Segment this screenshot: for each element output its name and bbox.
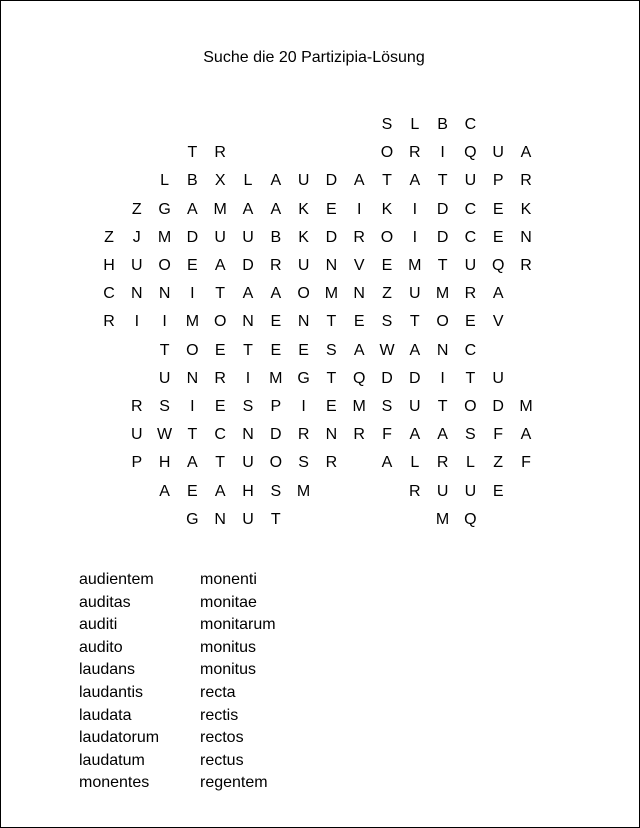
grid-letter: A <box>159 482 170 500</box>
grid-letter: U <box>242 510 254 528</box>
word-list-item: rectos <box>200 729 244 747</box>
grid-letter: U <box>436 482 449 500</box>
grid-letter: N <box>131 285 143 303</box>
grid-letter: Q <box>464 510 477 528</box>
grid-letter: K <box>520 200 532 218</box>
grid-letter: A <box>520 426 532 444</box>
grid-letter: E <box>353 313 365 331</box>
grid-letter: I <box>190 398 195 415</box>
grid-letter: S <box>242 398 254 415</box>
grid-letter: U <box>464 172 477 190</box>
grid-letter: T <box>159 341 170 359</box>
grid-letter: U <box>242 454 254 472</box>
grid-letter: S <box>270 482 282 500</box>
grid-letter: N <box>520 228 532 246</box>
grid-letter: O <box>269 454 283 472</box>
grid-letter: N <box>325 426 338 444</box>
grid-letter: A <box>270 172 282 190</box>
grid-letter: Z <box>131 200 142 218</box>
grid-letter: U <box>131 426 143 444</box>
grid-letter: R <box>270 257 282 274</box>
grid-letter: I <box>440 144 445 162</box>
grid-letter: T <box>270 510 281 528</box>
grid-letter: I <box>245 369 251 387</box>
grid-letter: K <box>298 228 309 246</box>
grid-letter: T <box>215 454 226 472</box>
grid-letter: I <box>134 313 140 331</box>
grid-letter: M <box>324 285 339 303</box>
grid-letter: C <box>214 426 226 444</box>
grid-letter: T <box>437 172 448 190</box>
word-list-item: recta <box>200 683 236 701</box>
grid-letter: O <box>158 257 171 274</box>
grid-letter: O <box>464 398 477 415</box>
grid-letter: L <box>160 172 170 190</box>
grid-letter: B <box>187 172 198 190</box>
grid-letter: S <box>298 454 309 472</box>
grid-letter: S <box>381 398 393 415</box>
grid-letter: B <box>270 228 282 246</box>
grid-letter: A <box>242 285 254 303</box>
word-list-item: monitus <box>200 638 257 656</box>
grid-letter: G <box>297 369 310 387</box>
grid-letter: M <box>352 398 366 415</box>
grid-letter: K <box>381 200 393 218</box>
grid-letter: P <box>131 454 143 472</box>
grid-letter: R <box>297 426 310 444</box>
grid-letter: P <box>492 172 504 190</box>
word-list-item: laudans <box>79 661 136 679</box>
grid-letter: M <box>185 313 200 331</box>
grid-letter: U <box>492 144 504 162</box>
grid-letter: R <box>464 285 477 303</box>
grid-letter: D <box>436 200 449 218</box>
word-list-item: monentes <box>79 774 150 792</box>
grid-letter: A <box>381 454 393 472</box>
grid-letter: T <box>382 172 392 190</box>
grid-letter: T <box>215 285 226 303</box>
grid-letter: R <box>131 398 143 415</box>
grid-letter: D <box>186 228 199 246</box>
grid-letter: U <box>158 369 171 387</box>
grid-letter: N <box>325 257 338 274</box>
word-list-item: rectis <box>200 706 239 724</box>
grid-letter: U <box>409 398 421 415</box>
grid-letter: S <box>381 116 393 133</box>
grid-letter: I <box>190 285 195 303</box>
grid-letter: E <box>326 200 337 218</box>
grid-letter: J <box>132 228 141 246</box>
grid-letter: E <box>326 398 337 415</box>
grid-letter: Z <box>493 454 504 472</box>
grid-letter: T <box>409 313 420 331</box>
grid-letter: R <box>353 426 365 444</box>
grid-letter: C <box>464 341 477 359</box>
grid-letter: N <box>297 313 310 331</box>
grid-letter: E <box>187 257 198 274</box>
word-list-item: laudatorum <box>79 729 160 747</box>
grid-letter: O <box>297 285 310 303</box>
grid-letter: L <box>465 454 475 472</box>
grid-letter: L <box>410 454 420 472</box>
grid-letter: A <box>270 200 282 218</box>
grid-letter: R <box>353 228 365 246</box>
grid-letter: C <box>464 200 477 218</box>
grid-letter: R <box>436 454 449 472</box>
grid-letter: A <box>492 285 504 303</box>
grid-letter: D <box>492 398 504 415</box>
grid-letter: T <box>437 398 448 415</box>
grid-letter: A <box>214 257 226 274</box>
grid-letter: U <box>492 369 504 387</box>
grid-letter: A <box>214 482 226 500</box>
grid-letter: S <box>381 313 393 331</box>
grid-letter: C <box>464 116 477 133</box>
grid-letter: K <box>298 200 309 218</box>
grid-letter: R <box>214 369 226 387</box>
grid-letter: E <box>270 341 282 359</box>
grid-letter: W <box>157 426 173 444</box>
grid-letter: R <box>409 144 421 162</box>
grid-letter: R <box>520 172 532 190</box>
grid-letter: D <box>381 369 393 387</box>
grid-letter: D <box>436 228 449 246</box>
grid-letter: D <box>409 369 421 387</box>
grid-letter: E <box>465 313 476 331</box>
grid-letter: A <box>242 200 254 218</box>
word-list-item: monitarum <box>200 616 276 634</box>
grid-letter: E <box>214 341 226 359</box>
grid-letter: C <box>464 228 477 246</box>
grid-letter: Z <box>104 228 114 246</box>
grid-letter: N <box>186 369 199 387</box>
word-list-item: monitae <box>200 593 257 611</box>
grid-letter: S <box>159 398 170 415</box>
grid-letter: A <box>353 172 365 190</box>
word-list-item: laudatum <box>79 751 145 769</box>
grid-letter: U <box>131 257 143 274</box>
grid-letter: I <box>356 200 362 218</box>
grid-letter: U <box>242 228 254 246</box>
word-list-item: regentem <box>200 774 268 792</box>
grid-letter: D <box>270 426 282 444</box>
grid-letter: N <box>158 285 171 303</box>
grid-letter: R <box>103 313 115 331</box>
word-list-item: laudata <box>79 706 132 724</box>
grid-letter: N <box>353 285 365 303</box>
grid-letter: E <box>187 482 198 500</box>
grid-letter: B <box>437 116 448 133</box>
grid-letter: U <box>297 257 310 274</box>
grid-letter: Q <box>491 257 505 274</box>
grid-letter: F <box>521 454 531 472</box>
grid-letter: T <box>187 426 198 444</box>
grid-letter: D <box>325 228 338 246</box>
word-list-item: monitus <box>200 661 257 679</box>
grid-letter: D <box>325 172 338 190</box>
grid-letter: T <box>326 369 337 387</box>
grid-letter: I <box>162 313 167 331</box>
grid-letter: G <box>158 200 171 218</box>
word-list-column-1 <box>79 569 159 795</box>
grid-letter: A <box>437 426 448 444</box>
grid-letter: U <box>409 285 421 303</box>
grid-letter: U <box>464 257 477 274</box>
grid-letter: X <box>214 172 226 190</box>
grid-letter: A <box>187 454 198 472</box>
grid-letter: G <box>186 510 199 528</box>
grid-letter: N <box>436 341 449 359</box>
grid-letter: T <box>243 341 253 359</box>
word-list-item: auditas <box>79 593 131 611</box>
grid-letter: E <box>492 200 504 218</box>
grid-letter: U <box>297 172 310 190</box>
grid-letter: M <box>519 398 533 415</box>
word-list-item: audito <box>79 638 123 656</box>
grid-letter: N <box>242 426 254 444</box>
grid-letter: A <box>353 341 365 359</box>
grid-letter: P <box>270 398 282 415</box>
grid-letter: W <box>379 341 395 359</box>
grid-letter: M <box>269 369 283 387</box>
grid-letter: I <box>440 369 445 387</box>
page-title: Suche die 20 Partizipia-Lösung <box>203 49 425 66</box>
grid-letter: U <box>464 482 477 500</box>
grid-letter: F <box>493 426 504 444</box>
grid-letter: M <box>408 257 422 274</box>
grid-letter: N <box>242 313 254 331</box>
grid-letter: H <box>103 257 115 274</box>
grid-letter: O <box>380 228 394 246</box>
grid-letter: M <box>435 510 450 528</box>
grid-letter: R <box>409 482 421 500</box>
grid-letter: S <box>465 426 476 444</box>
grid-letter: M <box>296 482 311 500</box>
grid-letter: C <box>103 285 115 303</box>
grid-letter: A <box>409 426 421 444</box>
word-list-column-2 <box>200 569 276 795</box>
grid-letter: S <box>326 341 337 359</box>
grid-letter: T <box>437 257 448 274</box>
grid-letter: O <box>186 341 199 359</box>
grid-letter: A <box>409 172 421 190</box>
grid-letter: E <box>492 228 504 246</box>
word-list-item: rectus <box>200 751 244 769</box>
grid-letter: D <box>242 257 254 274</box>
grid-letter: Q <box>352 369 366 387</box>
grid-letter: E <box>492 482 504 500</box>
grid-letter: E <box>270 313 282 331</box>
grid-letter: I <box>412 200 418 218</box>
grid-letter: A <box>187 200 198 218</box>
grid-letter: A <box>520 144 532 162</box>
grid-letter: E <box>214 398 226 415</box>
grid-letter: Q <box>464 144 477 162</box>
grid-letter: A <box>270 285 282 303</box>
grid-letter: R <box>325 454 338 472</box>
grid-letter: L <box>410 116 420 133</box>
grid-letter: F <box>382 426 392 444</box>
grid-letter: R <box>520 257 532 274</box>
word-list-item: laudantis <box>79 683 144 701</box>
grid-letter: A <box>409 341 421 359</box>
grid-letter: T <box>465 369 476 387</box>
grid-letter: E <box>298 341 309 359</box>
grid-letter: M <box>157 228 172 246</box>
grid-letter: O <box>213 313 227 331</box>
word-list-item: auditi <box>79 616 118 634</box>
grid-letter: O <box>380 144 394 162</box>
grid-letter: R <box>214 144 226 162</box>
grid-letter: H <box>242 482 254 500</box>
grid-letter: O <box>436 313 449 331</box>
grid-letter: I <box>301 398 306 415</box>
grid-letter: Z <box>382 285 392 303</box>
word-list-item: audientem <box>79 571 154 588</box>
grid-letter: V <box>353 257 365 274</box>
letter-grid <box>1 1 639 541</box>
grid-letter: T <box>187 144 198 162</box>
grid-letter: V <box>492 313 504 331</box>
grid-letter: T <box>326 313 337 331</box>
grid-letter: H <box>158 454 171 472</box>
grid-letter: I <box>412 228 418 246</box>
grid-letter: N <box>214 510 226 528</box>
grid-letter: M <box>213 200 227 218</box>
grid-letter: U <box>214 228 226 246</box>
grid-letter: M <box>435 285 450 303</box>
word-list-item: monenti <box>200 571 257 588</box>
grid-letter: L <box>243 172 253 190</box>
grid-letter: E <box>381 257 393 274</box>
